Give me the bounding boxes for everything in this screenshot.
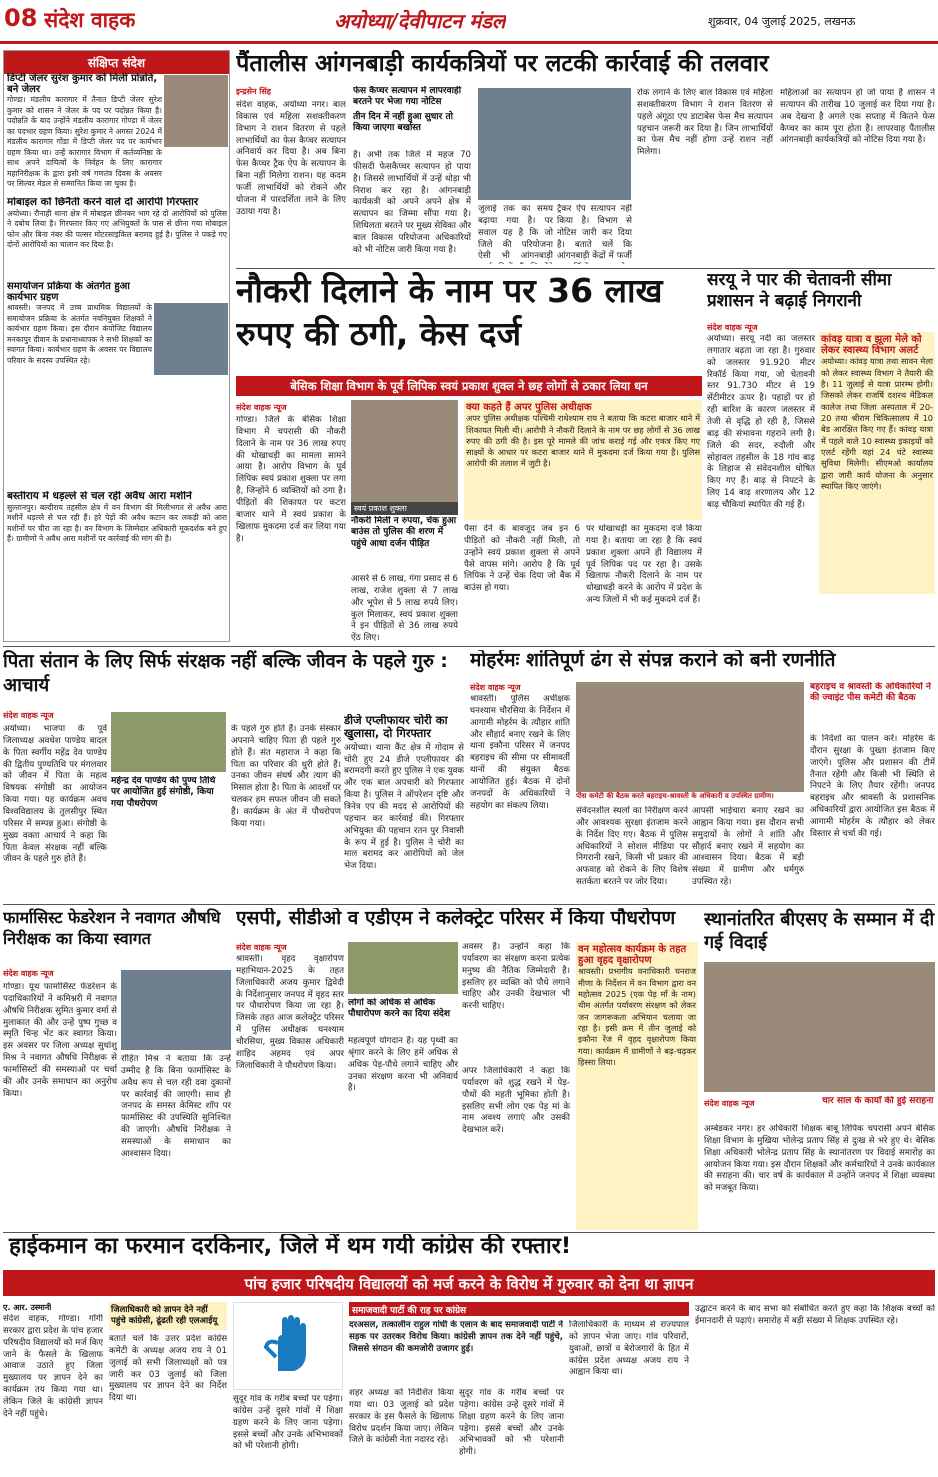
byline: संदेश वाहक न्यूज — [3, 969, 54, 978]
brief-headline: मोबाइल को छिनैती करने वाले दो आरोपी गिरफ्तार — [7, 197, 199, 208]
pharma-headline: फार्मासिस्ट फेडरेशन ने नवागत औषधि निरीक्षक का किया स्वागत — [3, 908, 221, 948]
bullet: चार साल के कार्यों की हुई सराहना — [822, 1096, 934, 1106]
lead-column: जुलाई तक का समय बढ़ाया गया है। पर सवाल यह है कि जो जिले की परियोजना ऐसी भी आंगनबाड़ी — [478, 204, 553, 262]
plantation-column: अपर जिलाधिकारी ने कहा कि पर्यावरण को शुद्ध रखने में पेड़-पौधों की महती भूमिका होती है। इसलिए सभी लोग एक पेड़ मां के नाम अवश्य लगाएं और उसकी देखभाल करें। — [462, 1066, 570, 1136]
brief-headline: समायोजन प्रक्रिया के अंतर्गत हुआ कार्यभार ग्रहण — [7, 281, 130, 304]
divider — [236, 268, 935, 269]
masthead — [0, 0, 938, 44]
plantation-column: अवसर है। उन्होंने कहा कि पर्यावरण का संरक्षण करना प्रत्येक मनुष्य की नैतिक जिम्मेदारी है। इसलिए हर व्यक्ति को पौधे लगाने चाहिए और उनकी देखभाल भी करनी चाहिए। — [462, 942, 570, 1012]
divider — [3, 904, 935, 905]
lead-bullets — [353, 86, 471, 146]
main-column: पैसा देने के बावजूद जब इन 6 पीड़ितों को नौकरी नहीं मिली, तो उन्होंने स्वयं प्रकाश शुक्ला से अपने पैसे वापस मांगे। आरोप है कि पूर्व लिपिक ने उन्हें चेक दिया जो बैंक में बाउंस हो गया। — [464, 524, 580, 594]
divider — [3, 646, 935, 647]
bullet: नौकरी मिली न रुपया, चेक हुआ बाउंस तो पुलिस की शरण में पहुंचे आधा दर्जन पीड़ित — [351, 516, 457, 549]
congress-column: बताते चलें कि उत्तर प्रदेश कांग्रेस कमेटी के अध्यक्ष अजय राय ने 01 जुलाई को सभी जिलाध्यक्षों को पत्र जारी कर 03 जुलाई को जिला मुख्यालय पर ज्ञापन देने का निर्देश दिया था। — [109, 1334, 227, 1404]
byline: ए. आर. उस्मानी — [3, 1303, 52, 1312]
bullet: महेन्द्र देव पाण्डेय की पुण्य तिथि पर आयोजित हुई संगोष्ठी, किया गया पौधरोपण — [111, 776, 216, 809]
teachers-photo — [154, 303, 228, 375]
photo-caption: पीस कमेटी की बैठक करते बहराइच-श्रावस्ती के अधिकारी व उपस्थित ग्रामीण। — [576, 792, 774, 800]
congress-column: शहर अध्यक्ष को निर्देशित किया गया था। 03 जुलाई को प्रदेश सरकार के इस फैसले के खिलाफ विरोध प्रदर्शन किया जाए। लेकिन जिले के कांग्रेसी नेता नदारद रहे। — [349, 1388, 454, 1446]
guru-column: अयोध्या। भाजपा के पूर्व जिलाध्यक्ष अवधेश पाण्डेय बादल के पिता स्वर्गीय महेंद्र देव पाण्डेय की द्वितीय पुण्यतिथि पर मंगलवार को जीवन में पिता के महत्व विषयक संगोष्ठी का आयोजन किया गया। यह कार्यक्रम अवध विश्वविद्यालय के तुलसीपुर स्थित परिसर में सम्पन्न हुआ। संगोष्ठी के मुख्य वक्ता आचार्य ने कहा कि पिता केवल संरक्षक नहीं बल्कि जीवन के पहले गुरु होते हैं। — [3, 724, 107, 865]
saryu-story — [707, 270, 935, 644]
congress-column: दरअसल, तत्कालीन राहुल गांधी के एलान के बाद समाजवादी पार्टी ने सड़क पर उतरकर विरोध किया। कांग्रेसी ज्ञापन तक देने नहीं पहुंचे, जिससे संगठन की कमजोरी उजागर हुई। — [349, 1320, 563, 1354]
congress-column: सुदूर गांव के गरीब बच्चों पर पड़ेगा। कांग्रेस उन्हें दूसरे गांवों में शिक्षा ग्रहण करने के लिए जाना पड़ेगा। इससे बच्चों और उनके अभिभावकों को भी परेशानी होगी। — [459, 1388, 564, 1458]
lead-column: ट्रैकर ऐप सत्यापन नहीं किया है। विभाग से नोटिस जारी कर दिया है। बताते चलें कि आंगनबाड़ी केंद्रों में फर्जी — [557, 204, 632, 262]
main-headline: नौकरी दिलाने के नाम पर 36 लाख रुपए की ठगी, केस दर्ज — [236, 271, 663, 353]
lead-column: संदेश वाहक, अयोध्या नगर। बाल विकास एवं महिला सशक्तीकरण विभाग ने राशन वितरण से पहले लाभार्थियों का फेस कैप्चर सत्यापन अनिवार्य कर दिया है। अब बिना फेस कैप्चर ट्रैक ऐप के सत्यापन के बिना नहीं मिलेगा राशन। यह कदम फर्जी लाभार्थियों को रोकने और योजना में पारदर्शिता लाने के लिए उठाया गया है। — [236, 100, 346, 217]
congress-column: सुदूर गांव के गरीब बच्चों पर पड़ेगा। कांग्रेस उन्हें दूसरे गांवों में शिक्षा ग्रहण करने के लिए जाना पड़ेगा। इससे बच्चों और उनके अभिभावकों को भी परेशानी होगी। — [233, 1394, 343, 1452]
newspaper-name: संदेश वाहक — [44, 8, 136, 32]
brief-headline: बस्तीराय में धड़ल्ले से चल रही अवैध आरा मशीनें — [7, 491, 192, 502]
pharma-column: रोहित मिश्र ने बताया कि उन्हें उम्मीद है कि बिना फार्मासिस्ट के अवैध रूप से चल रही दवा दुकानों पर कार्रवाई की जाएगी। साथ ही जनपद के समस्त केमिस्ट शॉप पर फार्मासिस्ट की उपस्थिति सुनिश्चित की जाएगी। औषधि निरीक्षक ने समस्याओं के समाधान का आश्वासन दिया। — [121, 1054, 231, 1159]
box-body: अपर पुलिस अधीक्षक पश्चिमी राधेश्याम राय ने बताया कि कटरा बाजार थाने में शिकायत मिली थी। आरोपी ने नौकरी दिलाने के नाम पर छह लोगों से 36 लाख रुपए की ठगी की है। इस पूरे मामले की जांच कराई गई और एकत्र किए गए साक्ष्यों के आधार पर कटरा बाजार थाने में मुकदमा दर्ज किया गया है। पुलिस आरोपी की तलाश में जुटी है। — [466, 413, 700, 469]
main-deck: बेसिक शिक्षा विभाग के पूर्व लिपिक स्वयं प्रकाश शुक्ल ने छह लोगों से ठकार लिया धन — [236, 376, 702, 396]
page-number: 08 — [4, 4, 38, 32]
lead-column: रोक लगाने के लिए बाल विकास एवं महिला सशक्तीकरण विभाग ने राशन वितरण से पहले अंगूठा एप डाटाबेस फेस मैच सत्यापन पहचान जरूरी कर दिया है। जिन लाभार्थियों का फेस मैच नहीं होगा उन्हें राशन नहीं मिलेगा। — [637, 88, 773, 158]
box-headline: क्या कहते हैं अपर पुलिस अधीक्षक — [466, 402, 592, 413]
brief-item — [7, 73, 162, 193]
byline: संदेश वाहक न्यूज — [236, 403, 287, 412]
dj-body: अयोध्या। थाना कैंट क्षेत्र में गोदाम से चोरी हुए 24 डीजे एप्लीफायर की बरामदगी करते हुए पुलिस ने एक युवक और एक बाल अपचारी को गिरफ्तार किया है। पुलिस ने ऑपरेशन दृष्टि और त्रिनेत्र एप की मदद से आरोपियों की पहचान कर कार्रवाई की। गिरफ्तार अभियुक्त की पहचान रतन पुर निवासी के रूप में हुई है। पुलिस ने चोरी का माल बरामद कर आरोपियों को जेल भेज दिया। — [344, 742, 464, 872]
main-column: पर धोखाधड़ी का मुकदमा दर्ज किया गया है। बताया जा रहा है कि स्वयं प्रकाश शुक्ला अपने ही विद्यालय में पूर्व लिपिक पद पर रहा है। उसके खिलाफ नौकरी दिलाने के नाम पर धोखाधड़ी करने के आरोप में प्रदेश के अन्य जिलों में भी कई मुकदमे दर्ज हैं। — [586, 524, 702, 606]
box-body: अयोध्या। कांवड़ यात्रा तथा सावन मेला को लेकर स्वास्थ्य विभाग ने तैयारी की है। 11 जुलाई से यात्रा प्रारम्भ होगी। जिसको लेकर राजर्षि दशरथ मेडिकल कालेज तथा जिला अस्पताल में 20-20 तथा श्रीराम चिकित्सालय में 10 बेड आरक्षित किए गए हैं। कांवड़ यात्रा में पहले वाले 10 स्वास्थ्य इकाइयों को एलर्ट रहेंगी यहां 24 घंटे स्वास्थ्य सुविधा मिलेगी। सीएमओ कार्यालय द्वारा जारी कार्य योजना के अनुसार स्थापित किए जाएंगे। — [821, 356, 933, 491]
byline: संदेश वाहक न्यूज — [470, 683, 521, 692]
brief-body: श्रावस्ती। जनपद में उच्च प्राथमिक विद्यालयों के समायोजन प्रक्रिया के अंतर्गत नवनियुक्त शिक्षकों ने कार्यभार ग्रहण किया। इस दौरान कंपोजिट विद्यालय मनकापुर दीवान के प्रधानाध्यापक ने सभी शिक्षकों का स्वागत किया। कार्यभार ग्रहण के अवसर पर विद्यालय परिवार के सदस्य उपस्थित रहे। — [7, 303, 152, 365]
brief-body: गोण्डा। मंडलीय कारागार में तैनात डिप्टी जेलर सुरेश कुमार को शासन ने जेलर के पद पर पदोन्नत किया है। पदोन्नति के बाद उन्होंने मंडलीय कारागार गोण्डा में जेलर का पदभार ग्रहण किया। सुरेश कुमार ने अगस्त 2024 में मंडलीय कारागार गोंडा में डिप्टी जेलर पद पर कार्यभार ग्रहण किया था। उन्हें कारागार विभाग में कर्तव्यनिष्ठा के साथ अपने दायित्वों के निर्वहन के लिए कारागार महानिरीक्षक के द्वारा इसी वर्ष गणतंत्र दिवस के अवसर पर सिल्वर मेडल से सम्मानित किया जा चुका है। — [7, 95, 162, 189]
pharma-photo — [121, 970, 231, 1050]
brief-item — [7, 281, 152, 481]
plantation-column: महत्वपूर्ण योगदान है। यह पृथ्वी का श्रृंगार करने के लिए हमें अधिक से अधिक पेड़-पौधे लगाने चाहिए और उनका संरक्षण करना भी अनिवार्य है। — [348, 1036, 458, 1094]
farewell-photo — [704, 962, 935, 1092]
brief-item — [7, 491, 227, 641]
saryu-headline: सरयू ने पार की चेतावनी सीमा प्रशासन ने बढ़ाई निगरानी — [707, 270, 892, 312]
lead-story — [236, 50, 935, 266]
health-box — [819, 332, 935, 594]
brief-headline: डिप्टी जेलर सुरेश कुमार को मिली प्रोन्नति, बने जेलर — [7, 73, 158, 96]
peace-committee-photo — [576, 682, 804, 792]
muharram-story — [470, 650, 935, 902]
bullet: फेस कैप्चर सत्यापन में लापरवाही बरतने पर भेजा गया नोटिस — [353, 86, 462, 108]
bullet: जिलाधिकारी को ज्ञापन देने नहीं पहुंचे कांग्रेसी, ढूंढती रही एलआईयू — [109, 1302, 227, 1330]
byline: इन्द्रसेन सिंह — [236, 87, 272, 96]
main-story — [236, 270, 702, 644]
pharma-story — [3, 908, 231, 1230]
guru-headline: पिता संतान के लिए सिर्फ संरक्षक नहीं बल्कि जीवन के पहले गुरु : आचार्य — [3, 651, 448, 697]
pharma-column: गोण्डा। यूथ फार्मासिस्ट फेडरेशन के पदाधिकारियों ने कमिश्नरी में नवागत औषधि निरीक्षक सुमित कुमार वर्मा से मुलाकात की और उन्हें पुष्प गुच्छ व स्मृति चिन्ह भेंट कर स्वागत किया। इस अवसर पर जिला अध्यक्ष सुधांशु मिश्र ने नवागत औषधि निरीक्षक से फार्मासिस्टों की समस्याओं पर चर्चा की और उनके समाधान का अनुरोध किया। — [3, 982, 117, 1099]
plantation-column: श्रावस्ती। वृहद वृक्षारोपण महाभियान-2025 के तहत जिलाधिकारी अजय कुमार द्विवेदी के निर्देशानुसार जनपद में वृहद स्तर पर पौधारोपण किया जा रहा है। जिसके तहत आज कलेक्ट्रेट परिसर में पुलिस अधीक्षक घनश्याम चौरसिया, मुख्य विकास अधिकारी शाहिद अहमद एवं अपर जिलाधिकारी ने पौधरोपण किया। — [236, 954, 344, 1071]
muharram-headline: मोहर्रमः शांतिपूर्ण ढंग से संपन्न कराने को बनी रणनीति — [470, 650, 836, 671]
congress-column: जिलाधिकारी के माध्यम से राज्यपाल को ज्ञापन भेजा जाए। गांव परिवारों, युवाओं, छात्रों व बेरोजगारों के हित में कांग्रेस प्रदेश अध्यक्ष अजय राय ने आह्वान किया था। — [569, 1320, 689, 1378]
bsa-column: अम्बेडकर नगर। हर अधिकारी शिक्षक बाबू लिपिक चपरासी अपने बेसिक शिक्षा विभाग के मुखिया भोलेन्द्र प्रताप सिंह से दुःख से भरे हुए थे। बेसिक शिक्षा अधिकारी भोलेन्द्र प्रताप सिंह के स्थानांतरण पर विदाई समारोह का आयोजन किया गया। इस दौरान शिक्षकों और कर्मचारियों ने उनके कार्यकाल की सराहना की। चार वर्ष के कार्यकाल में उन्होंने जनपद में शिक्षा व्यवस्था को मजबूत किया। — [704, 1124, 935, 1194]
bsa-story — [704, 908, 935, 1230]
section-title: अयोध्या/देवीपाटन मंडल — [334, 9, 506, 33]
congress-column: संदेश वाहक, गोण्डा। गोंगी सरकार द्वारा प्रदेश के पांच हजार परिषदीय विद्यालयों को मर्ज किए जाने के फैसले के खिलाफ आवाज उठाते हुए जिला मुख्यालय पर ज्ञापन देने का कार्यक्रम तय किया गया था। लेकिन जिले के कांग्रेसी ज्ञापन देने नहीं पहुंचे। — [3, 1314, 103, 1419]
divider — [3, 1232, 935, 1233]
box-headline: वन महोत्सव कार्यक्रम के तहत हुआ वृहद वृक्षारोपण — [578, 944, 687, 967]
brief-body: अयोध्या। रौनाही थाना क्षेत्र में मोबाइल छीनकर भाग रहे दो आरोपियों को पुलिस ने दबोच लिया है। गिरफ्तार किए गए अभियुक्तों के पास से छीना गया मोबाइल फोन और बिना नंबर की पल्सर मोटरसाइकिल बरामद हुई है। पुलिस ने पकड़े गए दोनों आरोपियों का चालान कर दिया है। — [7, 208, 227, 250]
brief-header: संक्षिप्त संदेश — [4, 51, 229, 74]
plantation-photo — [348, 942, 458, 994]
congress-story — [3, 1234, 935, 1474]
byline: संदेश वाहक न्यूज — [236, 943, 287, 952]
congress-headline: हाईकमान का फरमान दरकिनार, जिले में थम गयी कांग्रेस की रफ्तार! — [9, 1234, 572, 1259]
bullet: लोगों को अधिक से अधिक पौधारोपण करने का दिया संदेश — [348, 998, 450, 1020]
bsa-headline: स्थानांतरित बीएसए के सम्मान में दी गई विदाई — [704, 909, 935, 954]
main-column: गोण्डा। जिले के बेसिक शिक्षा विभाग में चपरासी की नौकरी दिलाने के नाम पर 36 लाख रुपए की धोखाधड़ी का मामला सामने आया है। आरोप विभाग के पूर्व लिपिक स्वयं प्रकाश शुक्ला पर लगा है, जिन्होंने 6 व्यक्तियों को ठगा है। पीड़ितों की शिकायत पर कटरा बाजार थाने में स्वयं प्रकाश के खिलाफ मुकदमा दर्ज कर लिया गया है। — [236, 415, 346, 544]
van-mahotsav-box — [576, 942, 698, 1230]
brief-column — [3, 50, 230, 642]
bullet: बहराइच व श्रावस्ती के अधिकारियों ने की ज्वाइंट पीस कमेटी की बैठक — [810, 682, 931, 704]
byline: संदेश वाहक न्यूज — [707, 323, 758, 332]
muharram-column: श्रावस्ती। पुलिस अधीक्षक घनश्याम चौरसिया के निर्देशन में आगामी मोहर्रम के त्यौहार शांति और सौहार्द बनाए रखने के लिए थाना इकौना परिसर में जनपद बहराइच की सीमा पर सीमावर्ती थानों की संयुक्त बैठक आयोजित हुई। बैठक में दोनों जनपदों के अधिकारियों ने सहयोग का संकल्प लिया। — [470, 694, 570, 811]
plantation-story — [236, 908, 698, 1230]
guru-column: के पहले गुरु होते हैं। उनके संस्कार अपनाने चाहिए पिता ही पहले गुरु होते हैं। संत महाराज ने कहा कि पिता का परिवार की धुरी होते हैं। उनका जीवन संघर्ष और त्याग की मिसाल होता है। पिता के आदर्शों पर चलकर हम सफल जीवन जी सकते हैं। कार्यक्रम के अंत में पौधरोपण किया गया। — [231, 724, 341, 829]
brief-body: सुल्तानपुर। बल्दीराय तहसील क्षेत्र में वन विभाग की मिलीभगत से अवैध आरा मशीनें धड़ल्ले से चल रही हैं। हरे पेड़ों की अवैध कटान कर लकड़ी को आरा मशीनों पर चीरा जा रहा है। वन विभाग के जिम्मेदार अधिकारी मूकदर्शक बने हुए हैं। ग्रामीणों ने अवैध आरा मशीनों पर कार्रवाई की मांग की है। — [7, 502, 227, 544]
congress-column: उद्घाटन करने के बाद सभा को संबोधित करते हुए कहा कि शिक्षक बच्चों को ईमानदारी से पढ़ाएं। समारोह में बड़ी संख्या में शिक्षक उपस्थित रहे। — [695, 1304, 935, 1326]
box-headline: कांवड़ यात्रा व झूला मेले को लेकर स्वास्थ्य विभाग अलर्ट — [821, 334, 922, 357]
dj-headline: डीजे एप्लीफायर चोरी का खुलासा, दो गिरफ्तार — [344, 714, 448, 740]
congress-hand-logo — [233, 1302, 343, 1390]
congress-deck: पांच हजार परिषदीय विद्यालयों को मर्ज करने के विरोध में गुरुवार को देना था ज्ञापन — [3, 1270, 935, 1296]
bullet: तीन दिन में नहीं हुआ सुधार तो किया जाएगा बर्खास्त — [353, 111, 453, 133]
byline: संदेश वाहक न्यूज — [3, 711, 54, 720]
lead-column: है। अभी तक जिले में महज 70 फीसदी फेसकैप्चर सत्यापन हो पाया है। जिससे लाभार्थियों में उन्हें थोड़ा भी निराश कर रहा है। आंगनबाड़ी कार्यकत्री को अपने अपने क्षेत्र में सत्यापन का जिम्मा सौंपा गया है। शिथिलता बरतने पर मुख्य सेविका और बाल विकास परियोजना अधिकारियों को भी नोटिस जारी किया गया है। — [353, 150, 471, 255]
muharram-column: के निर्देशों का पालन करें। मोहर्रम के दौरान सुरक्षा के पुख्ता इंतजाम किए जाएंगे। पुलिस और प्रशासन की टीमें तैनात रहेंगी और किसी भी स्थिति से निपटने के लिए तैयार रहेंगी। जनपद बहराइच और श्रावस्ती के प्रशासनिक अधिकारियों द्वारा आयोजित इस बैठक में आगामी मोहर्रम के त्यौहार को लेकर विस्तार से चर्चा की गई। — [810, 734, 935, 839]
issue-date: शुक्रवार, 04 जुलाई 2025, लखनऊ — [708, 15, 856, 28]
dj-story — [344, 714, 464, 902]
accused-photo — [351, 400, 458, 512]
sub-headline: समाजवादी पार्टी की राह पर कांग्रेस — [349, 1302, 689, 1316]
saryu-column: अयोध्या। सरयू नदी का जलस्तर लगातार बढ़ता जा रहा है। गुरुवार को जलस्तर 91.920 मीटर रिकॉर्ड किया गया, जो चेतावनी स्तर 91.730 मीटर से 19 सेंटीमीटर ऊपर है। पहाड़ों पर हो रही बारिश के कारण जलस्तर में तेजी से वृद्धि हो रही है, जिससे बाढ़ की संभावना गहराने लगी है। जिले की सदर, रुदौली और सोहावल तहसील के 18 गांव बाढ़ के लिहाज से संवेदनशील घोषित किए गए हैं। बाढ़ से निपटने के लिए 14 बाढ़ शरणालय और 12 बाढ़ चौकियां स्थापित की गई हैं। — [707, 334, 815, 511]
muharram-column: संवेदनशील स्थलों का निरीक्षण करने और आवश्यक सुरक्षा इंतजाम करने के निर्देश दिए गए। बैठक में पुलिस अधिकारियों ने सोशल मीडिया पर निगरानी रखने, किसी भी प्रकार की अफवाह को रोकने के लिए विशेष सतर्कता बरतने पर जोर दिया। — [576, 806, 688, 888]
seminar-photo — [111, 712, 226, 772]
jailer-photo — [164, 75, 228, 147]
muharram-column: आपसी भाईचारा बनाए रखने का आह्वान किया गया। इस दौरान सभी समुदायों के लोगों ने शांति और सौहार्द बनाए रखने में सहयोग का आश्वासन दिया। बैठक में बड़ी संख्या में ग्रामीण और धर्मगुरु उपस्थित रहे। — [692, 806, 804, 888]
photo-caption: स्वयं प्रकाश शुक्ला — [351, 502, 458, 515]
lead-column: महिलाओं का सत्यापन हो जो पाया है शासन ने सत्यापन की तारीख 10 जुलाई कर दिया गया है। अब देखना है अगले एक सप्ताह में कितने फेस कैप्चर का काम पूरा होता है। लापरवाह पैंतालीस आंगनबाड़ी कार्यकत्रियों को नोटिस दिया गया है। — [780, 88, 935, 146]
box-body: श्रावस्ती। प्रभागीय वनाधिकारी घनराज मीणा के निर्देशन में वन विभाग द्वारा वन महोत्सव 2025 (एक पेड़ माँ के नाम) थीम अंतर्गत पर्यावरण संरक्षण को लेकर जन जागरूकता अभियान चलाया जा रहा है। इसी क्रम में तीन जुलाई को इकौना रेंज में वृहद वृक्षारोपण किया गया। कार्यक्रम में ग्रामीणों ने बढ़-चढ़कर हिस्सा लिया। — [578, 966, 696, 1067]
plantation-headline: एसपी, सीडीओ व एडीएम ने कलेक्ट्रेट परिसर में किया पौधरोपण — [236, 908, 676, 929]
sp-quote-box — [464, 400, 702, 520]
lead-headline: पैंतालीस आंगनबाड़ी कार्यकत्रियों पर लटकी कार्रवाई की तलवार — [236, 50, 769, 77]
byline: संदेश वाहक न्यूज — [704, 1099, 755, 1108]
main-column: आसरे से 6 लाख, गंगा प्रसाद से 6 लाख, राजेश शुक्ला से 7 लाख और भूपेश से 5 लाख रुपये लिए। कुल मिलाकर, स्वयं प्रकाश शुक्ला ने इन पीड़ितों से 36 लाख रुपये ऐंठ लिए। — [351, 574, 458, 644]
anganwadi-photo — [478, 88, 631, 200]
